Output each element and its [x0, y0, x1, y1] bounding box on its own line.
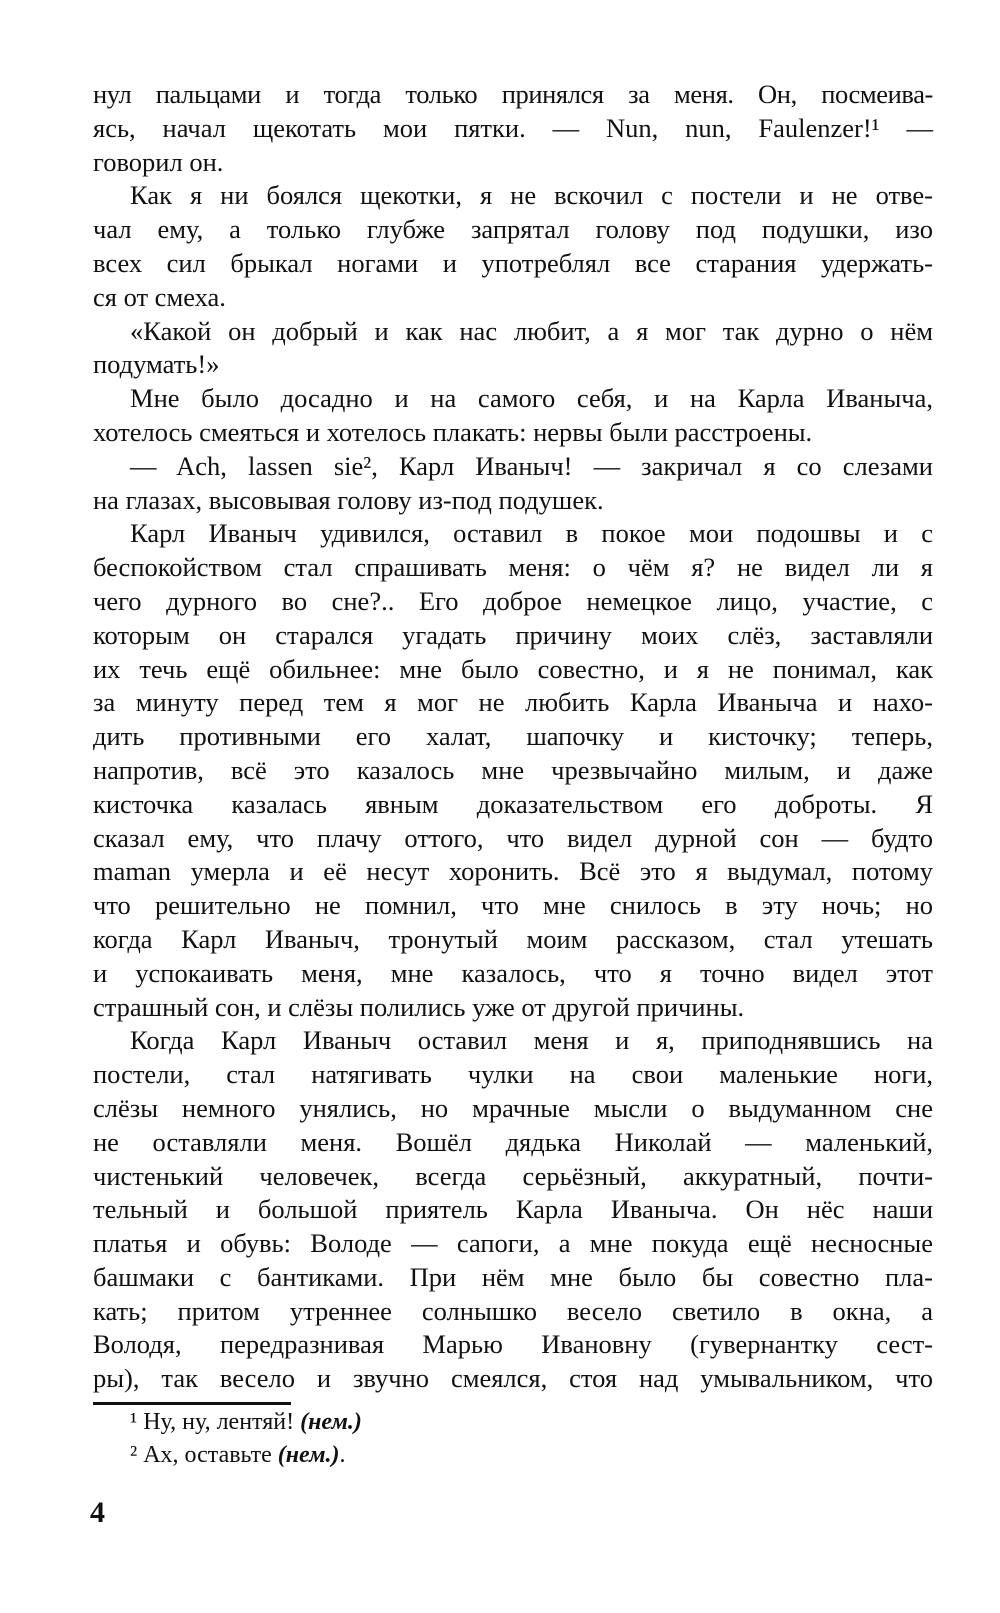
footnote-text: Ах, оставьте [137, 1442, 278, 1468]
text-line: подумать!» [93, 349, 220, 380]
text-line: дить противными его халат, шапочку и кисточку; теперь, [93, 721, 933, 752]
text-line: Володя, передразнивая Марью Ивановну (гувернантку сест- [93, 1329, 933, 1360]
text-line: их течь ещё обильнее: мне было совестно, и я не понимал, как [93, 653, 933, 684]
footnote-divider [93, 1402, 291, 1405]
text-line: что решительно не помнил, что мне снилось в эту ночь; но [93, 890, 933, 921]
text-line: постели, стал натягивать чулки на свои маленькие ноги, [93, 1059, 933, 1090]
text-line: и успокаивать меня, мне казалось, что я точно видел этот [93, 957, 933, 988]
text-line: напротив, всё это казалось мне чрезвычайно милым, и даже [93, 754, 933, 785]
text-line: беспокойством стал спрашивать меня: о чём я? не видел ли я [93, 552, 933, 583]
text-line: чего дурного во сне?.. Его доброе немецкое лицо, участие, с [93, 585, 933, 616]
footnote-2 [130, 1440, 346, 1470]
text-line: ясь, начал щекотать мои пятки. — Nun, nun, Faulenzer!¹ — [93, 112, 933, 143]
body-text [93, 78, 933, 1396]
text-line: Как я ни боялся щекотки, я не вскочил с постели и не отве- [130, 180, 933, 211]
text-line: maman умерла и её несут хоронить. Всё это я выдумал, потому [93, 856, 933, 887]
text-line: которым он старался угадать причину моих слёз, заставляли [93, 619, 933, 650]
text-line: хотелось смеяться и хотелось плакать: нервы были расстроены. [93, 416, 813, 447]
footnote-mark: ¹ [130, 1409, 138, 1435]
text-line: платья и обувь: Володе — сапоги, а мне покуда ещё несносные [93, 1228, 933, 1259]
text-line: сказал ему, что плачу оттого, что видел дурной сон — будто [93, 822, 933, 853]
text-line: говорил он. [93, 146, 224, 177]
footnote-text: Ну, ну, лентяй! [137, 1409, 301, 1435]
footnote-1 [130, 1407, 362, 1437]
text-line: не оставляли меня. Вошёл дядька Николай — маленький, [93, 1126, 933, 1157]
text-line: ры), так весело и звучно смеялся, стоя над умывальником, что [93, 1363, 933, 1394]
footnote-tail: . [339, 1442, 346, 1468]
text-line: чистенький человечек, всегда серьёзный, аккуратный, почти- [93, 1160, 933, 1191]
text-line: слёзы немного унялись, но мрачные мысли о выдуманном сне [93, 1092, 933, 1123]
footnote-mark: ² [130, 1442, 138, 1468]
text-line: тельный и большой приятель Карла Иваныча. Он нёс наши [93, 1194, 933, 1225]
text-line: кать; притом утреннее солнышко весело светило в окна, а [93, 1295, 933, 1326]
text-line: на глазах, высовывая голову из-под подушек. [93, 484, 604, 515]
text-line: страшный сон, и слёзы полились уже от другой причины. [93, 991, 745, 1022]
text-line: Мне было досадно и на самого себя, и на Карла Иваныча, [130, 383, 933, 414]
text-line: чал ему, а только глубже запрятал голову под подушки, изо [93, 214, 933, 245]
text-line: Когда Карл Иваныч оставил меня и я, приподнявшись на [130, 1025, 933, 1056]
text-line: когда Карл Иваныч, тронутый моим рассказом, стал утешать [93, 923, 933, 954]
text-line: за минуту перед тем я мог не любить Карла Иваныча и нахо- [93, 687, 933, 718]
text-line: Карл Иваныч удивился, оставил в покое мои подошвы и с [130, 518, 933, 549]
text-line: — Ach, lassen sie², Карл Иваныч! — закричал я со слезами [130, 450, 933, 481]
text-line: кисточка казалась явным доказательством его доброты. Я [93, 788, 933, 819]
footnote-note: (нем.) [300, 1409, 362, 1435]
text-line: башмаки с бантиками. При нём мне было бы совестно пла- [93, 1261, 933, 1292]
text-line: нул пальцами и тогда только принялся за меня. Он, посмеива- [93, 79, 933, 109]
text-line: ся от смеха. [93, 281, 226, 312]
page-number: 4 [90, 1496, 105, 1529]
text-line: всех сил брыкал ногами и употреблял все старания удержать- [93, 247, 933, 278]
footnote-note: (нем.) [277, 1442, 340, 1468]
text-line: «Какой он добрый и как нас любит, а я мог так дурно о нём [130, 315, 933, 346]
